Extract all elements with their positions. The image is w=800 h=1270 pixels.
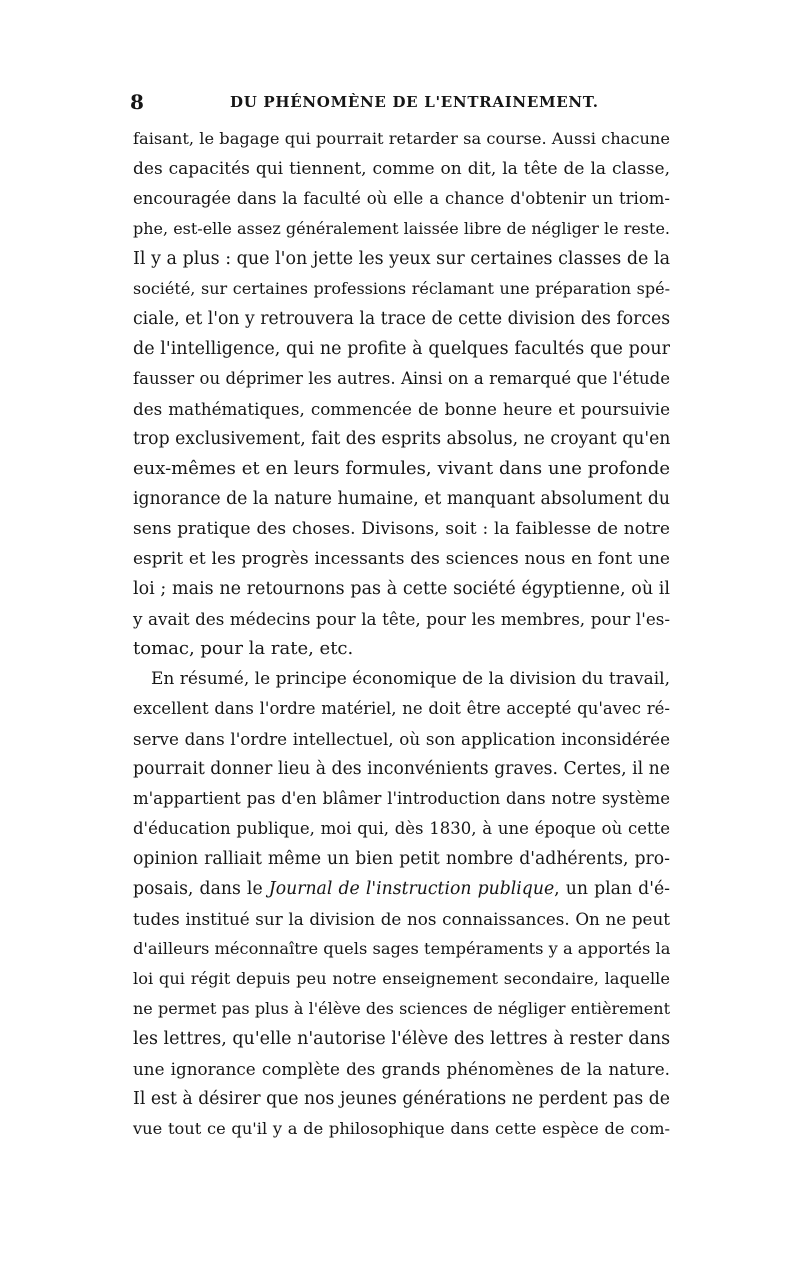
text-line: pourrait donner lieu à des inconvénients graves. Certes, il ne	[133, 759, 670, 779]
text-line: loi qui régit depuis peu notre enseignement secondaire, laquelle	[133, 969, 670, 988]
page-number: 8	[130, 90, 144, 114]
text-line: tudes institué sur la division de nos connaissances. On ne peut	[133, 909, 670, 929]
text-line: Il est à désirer que nos jeunes générations ne perdent pas de	[133, 1089, 670, 1109]
text-line: m'appartient pas d'en blâmer l'introduction dans notre système	[133, 789, 670, 808]
running-head: DU PHÉNOMÈNE DE L'ENTRAINEMENT.	[230, 93, 599, 111]
text-line: ciale, et l'on y retrouvera la trace de cette division des forces	[133, 309, 671, 329]
text-line: Il y a plus : que l'on jette les yeux sur certaines classes de la	[133, 249, 670, 269]
text-segment: posais, dans le	[133, 879, 269, 899]
text-line: d'éducation publique, moi qui, dès 1830, à une époque où cette	[133, 819, 670, 838]
text-line: des capacités qui tiennent, comme on dit, la tête de la classe,	[133, 159, 670, 179]
text-line: les lettres, qu'elle n'autorise l'élève des lettres à rester dans	[133, 1029, 671, 1049]
text-line: sens pratique des choses. Divisons, soit : la faiblesse de notre	[133, 519, 670, 539]
text-line: loi ; mais ne retournons pas à cette société égyptienne, où il	[133, 579, 670, 599]
text-line: de l'intelligence, qui ne profite à quelques facultés que pour	[133, 339, 670, 359]
text-line: serve dans l'ordre intellectuel, où son application inconsidérée	[133, 729, 670, 749]
text-line: eux-mêmes et en leurs formules, vivant dans une profonde	[133, 458, 670, 479]
text-line: y avait des médecins pour la tête, pour les membres, pour l'es-	[133, 609, 670, 629]
text-line: ignorance de la nature humaine, et manquant absolument du	[133, 489, 670, 509]
text-line: société, sur certaines professions réclamant une préparation spé-	[133, 279, 670, 298]
text-segment: , un plan d'é-	[554, 879, 670, 899]
journal-title: Journal de l'instruction publique	[268, 879, 555, 899]
text-line: fausser ou déprimer les autres. Ainsi on a remarqué que l'étude	[133, 369, 670, 388]
paragraph-start-line: En résumé, le principe économique de la division du travail,	[151, 669, 670, 689]
text-line: esprit et les progrès incessants des sciences nous en font une	[133, 549, 670, 569]
text-line: trop exclusivement, fait des esprits absolus, ne croyant qu'en	[133, 429, 671, 449]
paragraph-end-line: tomac, pour la rate, etc.	[133, 638, 354, 659]
text-line: ne permet pas plus à l'élève des sciences de négliger entièrement	[133, 999, 670, 1018]
text-line: une ignorance complète des grands phénomènes de la nature.	[133, 1059, 670, 1079]
text-line: vue tout ce qu'il y a de philosophique dans cette espèce de com-	[133, 1119, 670, 1138]
text-line: faisant, le bagage qui pourrait retarder sa course. Aussi chacune	[133, 129, 670, 148]
text-line: excellent dans l'ordre matériel, ne doit être accepté qu'avec ré-	[133, 699, 670, 718]
text-line: d'ailleurs méconnaître quels sages tempéraments y a apportés la	[133, 939, 671, 958]
text-line: des mathématiques, commencée de bonne heure et poursuivie	[133, 399, 670, 419]
body-text	[133, 124, 670, 1144]
text-line: encouragée dans la faculté où elle a chance d'obtenir un triom-	[133, 189, 670, 208]
text-line: phe, est-elle assez généralement laissée libre de négliger le reste.	[133, 219, 670, 238]
text-line: opinion ralliait même un bien petit nombre d'adhérents, pro-	[133, 849, 670, 869]
text-line-with-title	[133, 874, 670, 904]
page-header	[130, 90, 670, 120]
